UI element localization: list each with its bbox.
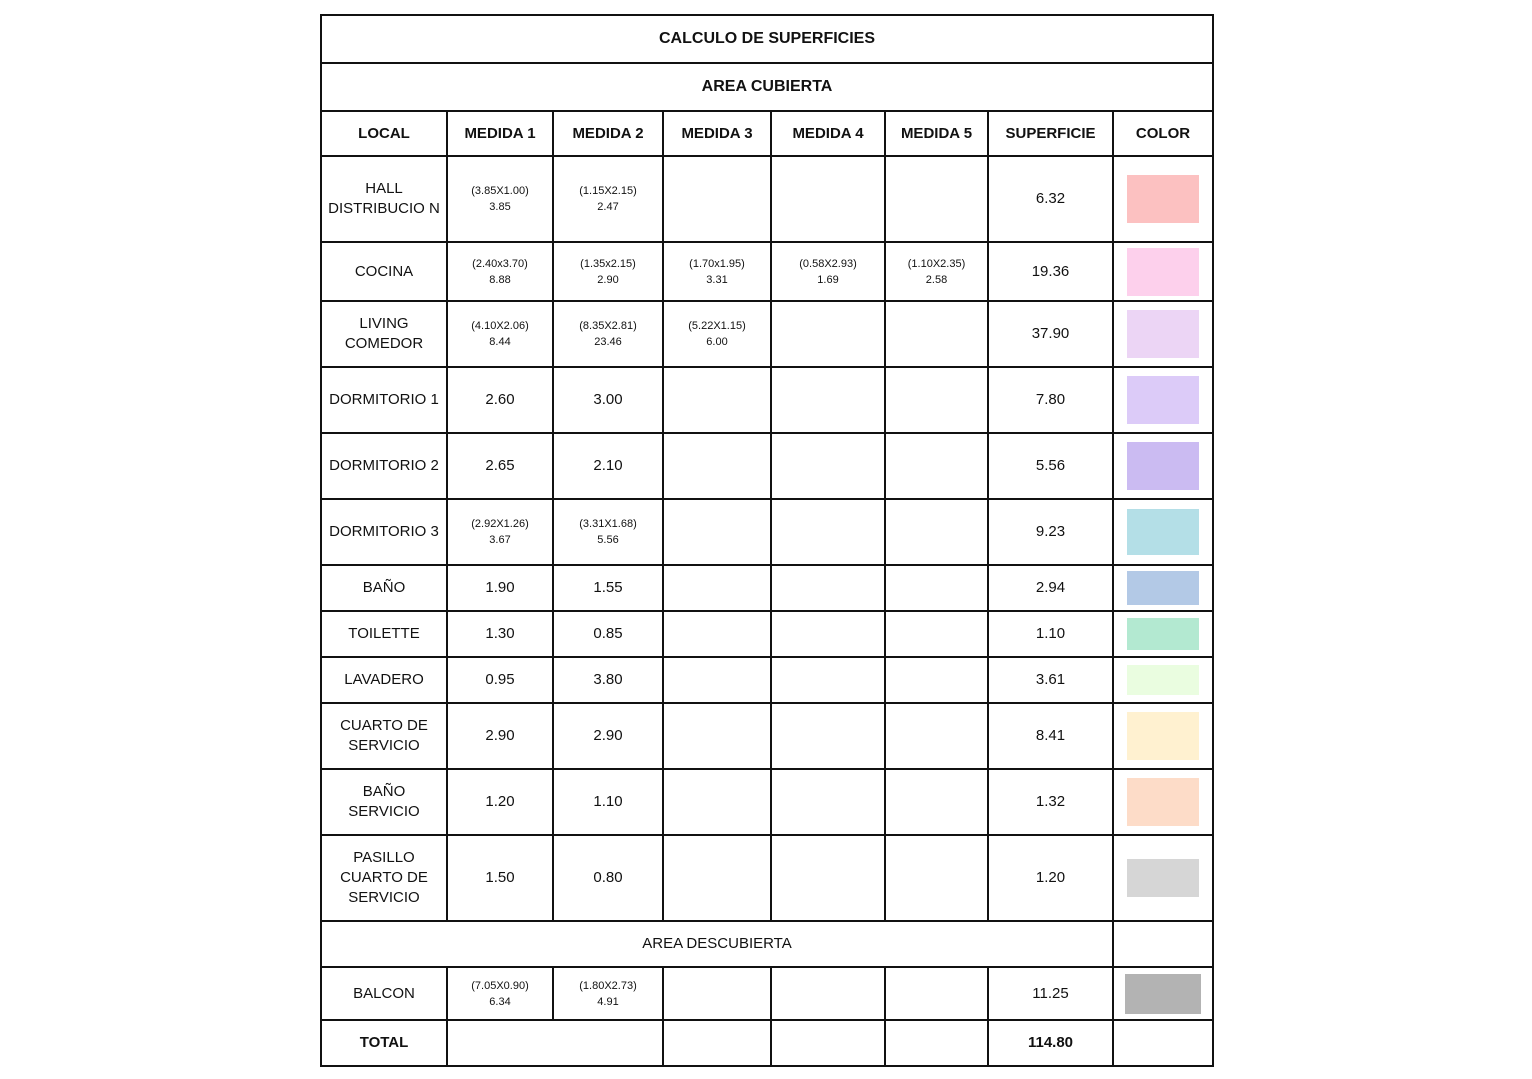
local-cell: HALL DISTRIBUCIO N bbox=[321, 156, 447, 242]
measure-cell bbox=[447, 242, 553, 301]
total-label: TOTAL bbox=[321, 1020, 447, 1066]
table-row bbox=[321, 611, 1213, 657]
table-row bbox=[321, 367, 1213, 433]
measure-cell: 0.80 bbox=[553, 835, 663, 921]
measure-cell bbox=[771, 499, 885, 565]
measure-value: 1.69 bbox=[817, 273, 839, 286]
color-swatch bbox=[1127, 859, 1199, 897]
measure-expression: (2.40x3.70) bbox=[472, 257, 528, 270]
measure-expression: (1.10X2.35) bbox=[907, 257, 966, 270]
local-cell: DORMITORIO 3 bbox=[321, 499, 447, 565]
measure-cell bbox=[553, 967, 663, 1020]
measure-cell bbox=[553, 242, 663, 301]
surface-cell: 1.20 bbox=[988, 835, 1113, 921]
measure-cell bbox=[663, 611, 771, 657]
color-cell bbox=[1113, 367, 1213, 433]
measure-cell: 1.30 bbox=[447, 611, 553, 657]
column-header: MEDIDA 4 bbox=[771, 111, 885, 156]
measure-cell: 2.65 bbox=[447, 433, 553, 499]
table-row bbox=[321, 499, 1213, 565]
section-title-covered: AREA CUBIERTA bbox=[321, 63, 1213, 111]
color-cell bbox=[1113, 156, 1213, 242]
measure-cell: 2.10 bbox=[553, 433, 663, 499]
measure-cell bbox=[771, 565, 885, 611]
color-swatch bbox=[1125, 974, 1201, 1014]
measure-cell: 2.60 bbox=[447, 367, 553, 433]
color-swatch bbox=[1127, 248, 1199, 296]
measure-value: 4.91 bbox=[597, 995, 619, 1008]
measure-cell bbox=[771, 156, 885, 242]
measure-value: 23.46 bbox=[594, 336, 622, 348]
column-header: MEDIDA 3 bbox=[663, 111, 771, 156]
local-cell: LAVADERO bbox=[321, 657, 447, 703]
measure-cell: 2.90 bbox=[447, 703, 553, 769]
measure-cell bbox=[885, 657, 988, 703]
measure-expression: (4.10X2.06) bbox=[471, 320, 529, 332]
surface-cell: 5.56 bbox=[988, 433, 1113, 499]
measure-cell bbox=[771, 242, 885, 301]
measure-cell bbox=[663, 156, 771, 242]
measure-cell bbox=[771, 367, 885, 433]
measure-cell bbox=[447, 301, 553, 367]
column-header: LOCAL bbox=[321, 111, 447, 156]
measure-cell bbox=[885, 301, 988, 367]
measure-value: 8.88 bbox=[489, 273, 511, 286]
column-header: COLOR bbox=[1113, 111, 1213, 156]
local-cell: PASILLO CUARTO DE SERVICIO bbox=[321, 835, 447, 921]
measure-cell bbox=[447, 156, 553, 242]
measure-cell bbox=[771, 657, 885, 703]
total-row bbox=[321, 1020, 1213, 1066]
color-swatch bbox=[1127, 310, 1199, 358]
measure-value: 6.34 bbox=[489, 995, 511, 1008]
color-swatch bbox=[1127, 509, 1199, 555]
color-swatch bbox=[1127, 571, 1199, 605]
measure-expression: (5.22X1.15) bbox=[688, 320, 746, 332]
color-cell bbox=[1113, 611, 1213, 657]
color-cell bbox=[1113, 565, 1213, 611]
measure-cell bbox=[885, 835, 988, 921]
measure-cell bbox=[771, 611, 885, 657]
measure-cell: 1.20 bbox=[447, 769, 553, 835]
measure-cell: 1.50 bbox=[447, 835, 553, 921]
measure-expression: (8.35X2.81) bbox=[579, 320, 637, 332]
measure-cell bbox=[885, 433, 988, 499]
measure-cell bbox=[553, 301, 663, 367]
measure-cell bbox=[447, 499, 553, 565]
measure-cell bbox=[663, 433, 771, 499]
color-swatch bbox=[1127, 442, 1199, 490]
local-cell: DORMITORIO 1 bbox=[321, 367, 447, 433]
measure-cell bbox=[553, 156, 663, 242]
surface-table bbox=[320, 14, 1214, 1067]
measure-cell: 1.10 bbox=[553, 769, 663, 835]
surface-cell: 11.25 bbox=[988, 967, 1113, 1020]
empty-cell bbox=[885, 1020, 988, 1066]
measure-value: 3.31 bbox=[706, 273, 728, 286]
measure-cell bbox=[771, 835, 885, 921]
color-cell bbox=[1113, 835, 1213, 921]
measure-value: 3.67 bbox=[489, 534, 511, 546]
empty-cell bbox=[1113, 921, 1213, 967]
color-cell bbox=[1113, 703, 1213, 769]
measure-cell bbox=[885, 703, 988, 769]
color-swatch bbox=[1127, 712, 1199, 760]
total-value: 114.80 bbox=[988, 1020, 1113, 1066]
measure-value: 8.44 bbox=[489, 336, 511, 348]
surface-cell: 2.94 bbox=[988, 565, 1113, 611]
color-cell bbox=[1113, 433, 1213, 499]
column-header: SUPERFICIE bbox=[988, 111, 1113, 156]
local-cell: COCINA bbox=[321, 242, 447, 301]
empty-cell bbox=[1113, 1020, 1213, 1066]
measure-cell bbox=[885, 156, 988, 242]
measure-expression: (1.35x2.15) bbox=[580, 257, 636, 270]
column-header: MEDIDA 2 bbox=[553, 111, 663, 156]
color-cell bbox=[1113, 967, 1213, 1020]
local-cell: BAÑO bbox=[321, 565, 447, 611]
table-row bbox=[321, 242, 1213, 301]
empty-cell bbox=[447, 1020, 663, 1066]
empty-cell bbox=[663, 1020, 771, 1066]
table-row bbox=[321, 301, 1213, 367]
measure-cell bbox=[885, 367, 988, 433]
measure-cell: 1.90 bbox=[447, 565, 553, 611]
surface-cell: 19.36 bbox=[988, 242, 1113, 301]
measure-cell bbox=[771, 769, 885, 835]
surface-cell: 1.32 bbox=[988, 769, 1113, 835]
column-header: MEDIDA 1 bbox=[447, 111, 553, 156]
table-row bbox=[321, 835, 1213, 921]
empty-cell bbox=[771, 1020, 885, 1066]
measure-cell: 0.85 bbox=[553, 611, 663, 657]
color-cell bbox=[1113, 301, 1213, 367]
table-row bbox=[321, 967, 1213, 1020]
surface-cell: 9.23 bbox=[988, 499, 1113, 565]
measure-cell bbox=[885, 967, 988, 1020]
surface-cell: 7.80 bbox=[988, 367, 1113, 433]
column-header: MEDIDA 5 bbox=[885, 111, 988, 156]
measure-value: 6.00 bbox=[706, 336, 728, 348]
measure-expression: (1.15X2.15) bbox=[579, 185, 637, 197]
measure-expression: (1.70x1.95) bbox=[689, 257, 745, 270]
measure-expression: (7.05X0.90) bbox=[471, 979, 529, 992]
color-swatch bbox=[1127, 175, 1199, 223]
measure-value: 3.85 bbox=[489, 201, 511, 213]
measure-cell bbox=[663, 242, 771, 301]
measure-cell bbox=[663, 367, 771, 433]
color-cell bbox=[1113, 242, 1213, 301]
measure-value: 2.90 bbox=[597, 273, 619, 286]
color-cell bbox=[1113, 657, 1213, 703]
measure-expression: (1.80X2.73) bbox=[579, 979, 637, 992]
section-title-uncovered: AREA DESCUBIERTA bbox=[321, 921, 1113, 967]
table-row bbox=[321, 703, 1213, 769]
table-row bbox=[321, 433, 1213, 499]
measure-cell bbox=[663, 835, 771, 921]
measure-expression: (2.92X1.26) bbox=[471, 518, 529, 530]
measure-value: 2.58 bbox=[925, 273, 948, 286]
measure-cell bbox=[885, 769, 988, 835]
measure-cell: 2.90 bbox=[553, 703, 663, 769]
surface-cell: 1.10 bbox=[988, 611, 1113, 657]
measure-expression: (3.85X1.00) bbox=[471, 185, 529, 197]
local-cell: BAÑO SERVICIO bbox=[321, 769, 447, 835]
measure-value: 5.56 bbox=[597, 534, 619, 546]
measure-cell bbox=[663, 703, 771, 769]
color-cell bbox=[1113, 499, 1213, 565]
local-cell: LIVING COMEDOR bbox=[321, 301, 447, 367]
measure-expression: (3.31X1.68) bbox=[579, 518, 637, 530]
measure-cell bbox=[663, 967, 771, 1020]
measure-cell: 0.95 bbox=[447, 657, 553, 703]
measure-cell bbox=[663, 301, 771, 367]
measure-cell bbox=[885, 499, 988, 565]
measure-cell bbox=[771, 703, 885, 769]
measure-cell bbox=[663, 657, 771, 703]
local-cell: BALCON bbox=[321, 967, 447, 1020]
measure-cell bbox=[771, 301, 885, 367]
surface-cell: 8.41 bbox=[988, 703, 1113, 769]
table-row bbox=[321, 156, 1213, 242]
color-swatch bbox=[1127, 665, 1199, 695]
color-swatch bbox=[1127, 778, 1199, 826]
local-cell: CUARTO DE SERVICIO bbox=[321, 703, 447, 769]
measure-cell bbox=[447, 967, 553, 1020]
measure-cell bbox=[885, 611, 988, 657]
local-cell: DORMITORIO 2 bbox=[321, 433, 447, 499]
measure-cell bbox=[663, 565, 771, 611]
measure-cell bbox=[771, 967, 885, 1020]
surface-cell: 6.32 bbox=[988, 156, 1113, 242]
measure-cell: 3.00 bbox=[553, 367, 663, 433]
measure-expression: (0.58X2.93) bbox=[799, 257, 857, 270]
measure-cell: 1.55 bbox=[553, 565, 663, 611]
table-row bbox=[321, 657, 1213, 703]
table-row bbox=[321, 565, 1213, 611]
measure-cell bbox=[553, 499, 663, 565]
measure-cell bbox=[663, 769, 771, 835]
measure-cell: 3.80 bbox=[553, 657, 663, 703]
measure-value: 2.47 bbox=[597, 201, 619, 213]
measure-cell bbox=[885, 242, 988, 301]
local-cell: TOILETTE bbox=[321, 611, 447, 657]
color-cell bbox=[1113, 769, 1213, 835]
measure-cell bbox=[885, 565, 988, 611]
color-swatch bbox=[1127, 376, 1199, 424]
surface-cell: 3.61 bbox=[988, 657, 1113, 703]
section-row-uncovered bbox=[321, 921, 1213, 967]
table-row bbox=[321, 769, 1213, 835]
color-swatch bbox=[1127, 618, 1199, 650]
table-title: CALCULO DE SUPERFICIES bbox=[321, 15, 1213, 63]
measure-cell bbox=[771, 433, 885, 499]
measure-cell bbox=[663, 499, 771, 565]
surface-cell: 37.90 bbox=[988, 301, 1113, 367]
